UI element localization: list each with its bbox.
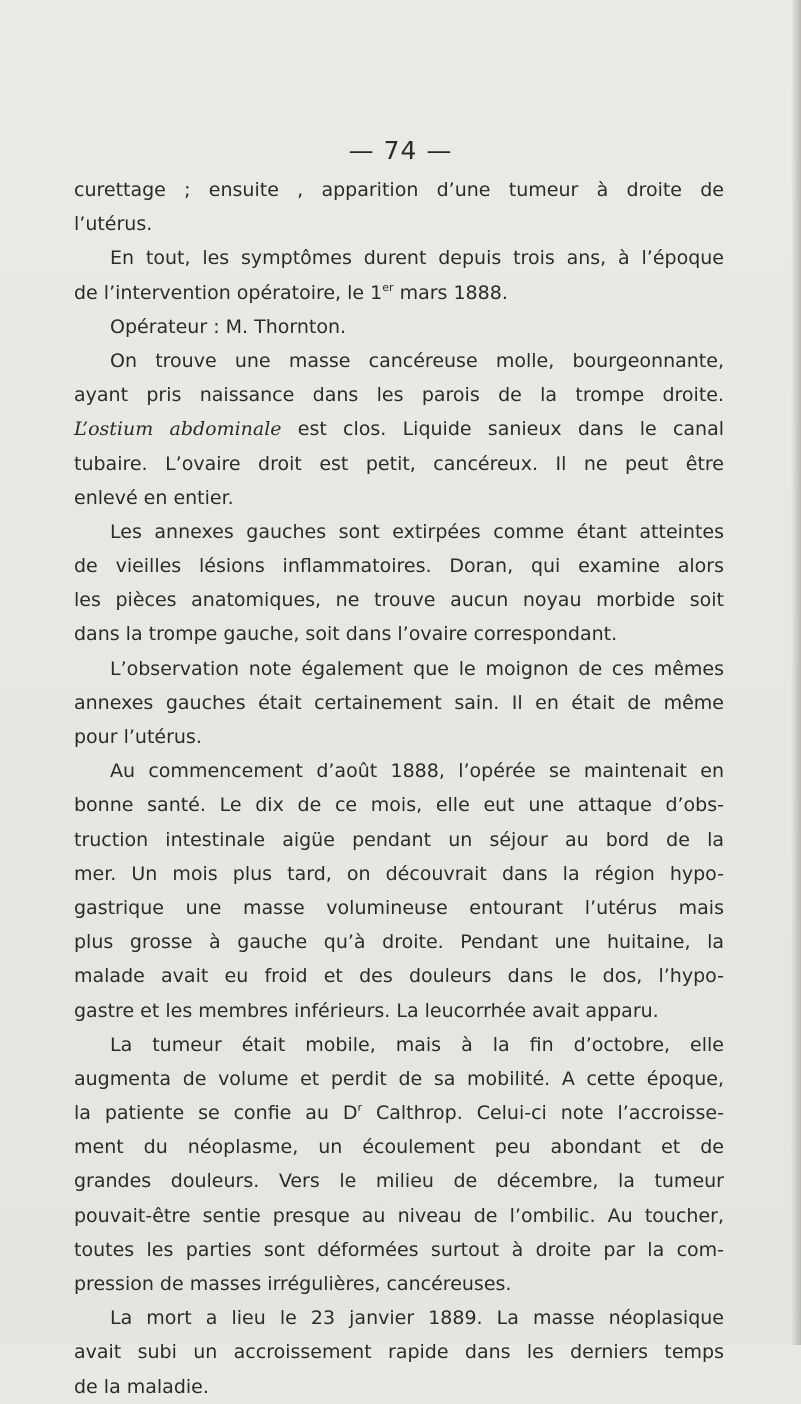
text-run: pression de masses irrégulières, cancéreuses. (74, 1273, 512, 1295)
text-run: bonne santé. Le dix de ce mois, elle eut une attaque d’obs- (74, 794, 724, 817)
text-line (74, 652, 724, 686)
superscript: er (382, 280, 394, 294)
text-run: mer. Un mois plus tard, on découvrait dans la région hypo- (74, 862, 724, 885)
text-run: plus grosse à gauche qu’à droite. Pendant une huitaine, la (74, 931, 724, 954)
text-line (74, 994, 724, 1028)
text-line (74, 481, 724, 515)
text-run: toutes les parties sont déformées surtout à droite par la com- (74, 1238, 724, 1261)
text-run: de vieilles lésions inflammatoires. Doran, qui examine alors (74, 555, 724, 578)
text-line (74, 241, 724, 275)
text-run: curettage ; ensuite , apparition d’une tumeur à droite de (74, 179, 724, 201)
body-text (74, 173, 724, 1404)
text-line (74, 207, 724, 241)
text-line (74, 959, 724, 993)
text-run: avait subi un accroissement rapide dans les derniers temps (74, 1341, 724, 1364)
text-run: Opérateur : M. Thornton. (110, 315, 347, 338)
text-run: Au commencement d’août 1888, l’opérée se maintenait en (110, 760, 724, 783)
text-line (74, 583, 724, 617)
text-run: Les annexes gauches sont extirpées comme étant atteintes (110, 520, 724, 543)
text-line (74, 276, 724, 310)
text-run: augmenta de volume et perdit de sa mobilité. A cette époque, (74, 1067, 724, 1090)
text-line (74, 617, 724, 651)
text-run: tubaire. L’ovaire droit est petit, cancéreux. Il ne peut être (74, 452, 724, 475)
text-run: On trouve une masse cancéreuse molle, bourgeonnante, (110, 349, 724, 372)
text-run: gastre et les membres inférieurs. La leucorrhée avait apparu. (74, 999, 659, 1022)
text-line (74, 788, 724, 822)
text-line (74, 1199, 724, 1233)
text-line (74, 1096, 724, 1130)
text-line (74, 412, 724, 446)
text-line (74, 1335, 724, 1369)
text-run: l’utérus. (74, 213, 153, 236)
text-run: La mort a lieu le 23 janvier 1889. La masse néoplasique (110, 1307, 724, 1330)
text-line (74, 549, 724, 583)
text-run: malade avait eu froid et des douleurs dans le dos, l’hypo- (74, 965, 724, 988)
text-line (74, 857, 724, 891)
text-line (74, 1233, 724, 1267)
text-line (74, 344, 724, 378)
text-run: gastrique une masse volumineuse entourant l’utérus mais (74, 896, 724, 919)
text-line (74, 1164, 724, 1198)
page-number: — 74 — (348, 136, 453, 165)
text-line (74, 686, 724, 720)
text-line (74, 754, 724, 788)
text-run: pouvait-être sentie presque au niveau de l’ombilic. Au toucher, (74, 1204, 724, 1227)
text-line (74, 1267, 724, 1301)
text-line (74, 1130, 724, 1164)
text-run: de l’intervention opératoire, le 1 (74, 281, 383, 304)
text-run: grandes douleurs. Vers le milieu de décembre, la tumeur (74, 1170, 724, 1193)
text-line (74, 1370, 724, 1404)
text-run: la patiente se confie au D (74, 1102, 358, 1125)
text-run: pour l’utérus. (74, 726, 202, 748)
text-line (74, 173, 724, 207)
text-line (74, 1301, 724, 1335)
text-line (74, 891, 724, 925)
text-run: La tumeur était mobile, mais à la fin d’octobre, elle (110, 1033, 724, 1056)
text-line (74, 720, 724, 754)
text-line (74, 925, 724, 959)
text-run: truction intestinale aigüe pendant un séjour au bord de la (74, 828, 724, 851)
text-line (74, 310, 724, 344)
text-run: est clos. Liquide sanieux dans le canal (281, 418, 724, 441)
text-run: En tout, les symptômes durent depuis trois ans, à l’époque (110, 247, 724, 270)
text-line (74, 1062, 724, 1096)
text-line (74, 1028, 724, 1062)
text-run: mars 1888. (393, 281, 508, 304)
text-run: ayant pris naissance dans les parois de la trompe droite. (74, 384, 724, 407)
italic-term: L’ostium abdominale (74, 418, 282, 441)
page-edge-shadow (791, 0, 801, 1345)
text-run: L’observation note également que le moignon de ces mêmes (110, 657, 724, 680)
text-line (74, 378, 724, 412)
text-run: annexes gauches était certainement sain. Il en était de même (74, 691, 724, 714)
text-run: les pièces anatomiques, ne trouve aucun noyau morbide soit (74, 589, 724, 612)
text-line (74, 823, 724, 857)
text-run: enlevé en entier. (74, 486, 234, 509)
text-line (74, 447, 724, 481)
text-run: de la maladie. (74, 1375, 209, 1398)
superscript: r (357, 1101, 363, 1115)
text-run: ment du néoplasme, un écoulement peu abondant et de (74, 1136, 724, 1159)
text-run: Calthrop. Celui-ci note l’accroisse- (362, 1102, 724, 1125)
text-run: dans la trompe gauche, soit dans l’ovaire correspondant. (74, 623, 618, 646)
text-line (74, 515, 724, 549)
